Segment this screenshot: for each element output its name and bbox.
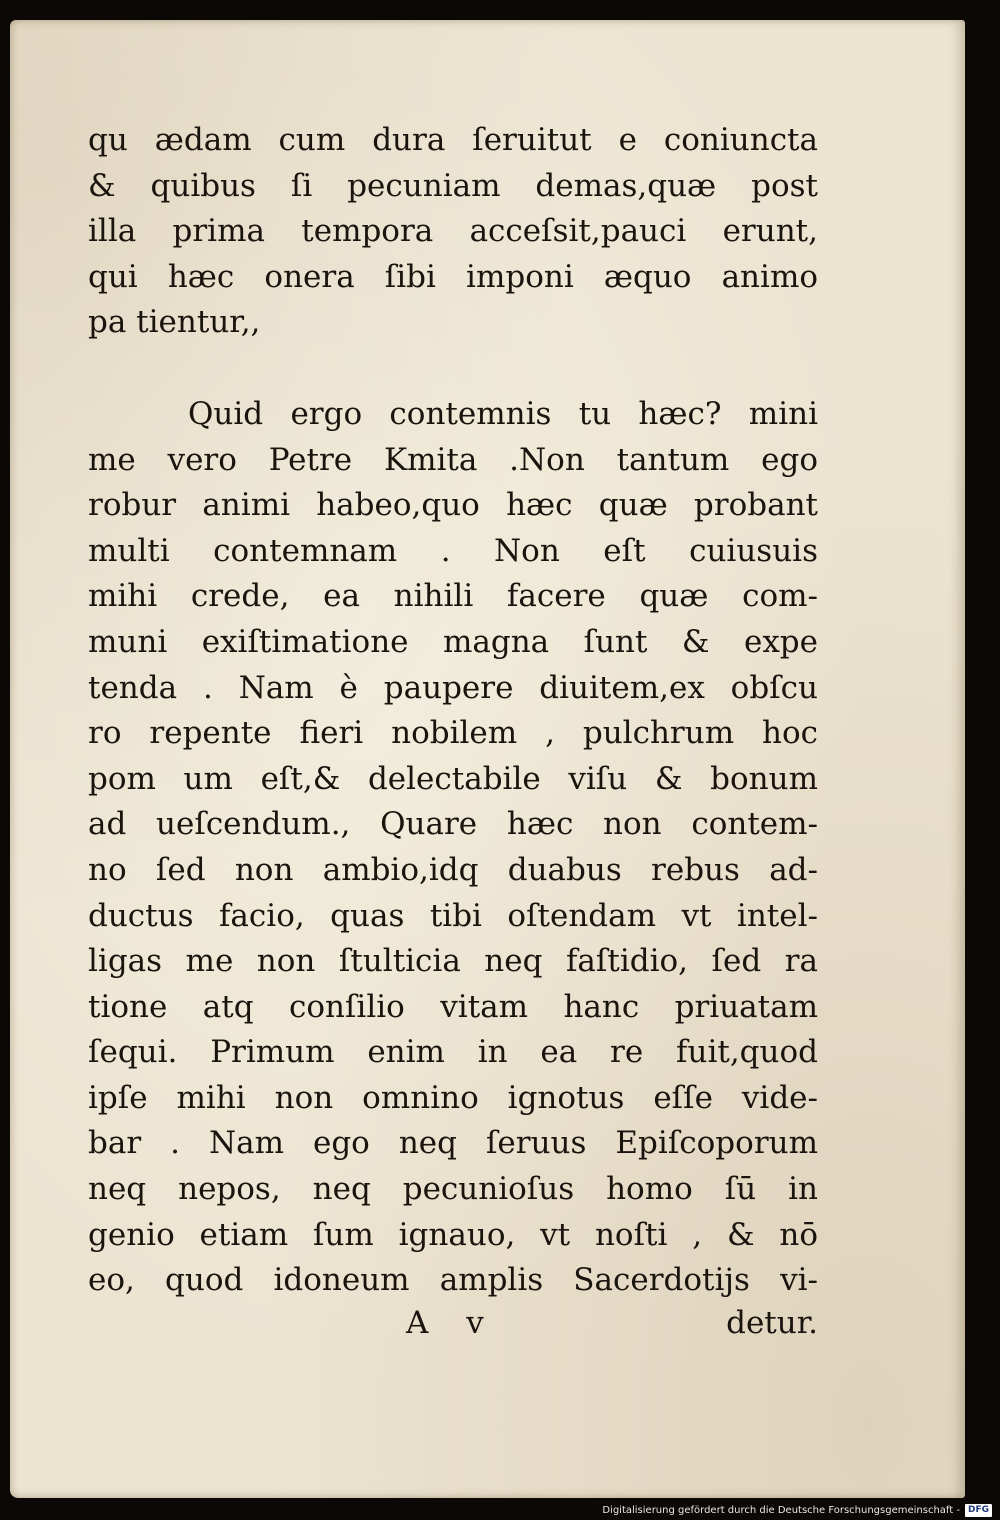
text-line: mihi crede, ea nihili facere quæ com- xyxy=(88,578,818,615)
page-footer xyxy=(88,1300,818,1346)
text-line: multi contemnam . Non eſt cuiusuis xyxy=(88,532,818,569)
paragraph-gap xyxy=(88,346,818,392)
text-line: ipſe mihi non omnino ignotus eſſe vide- xyxy=(88,1079,818,1116)
text-line: neq nepos, neq pecunioſus homo ſū in xyxy=(88,1171,818,1208)
text-line: bar . Nam ego neq ſeruus Epiſcoporum xyxy=(88,1125,818,1162)
text-line: illa prima tempora acceſsit,pauci erunt, xyxy=(88,213,818,250)
text-line: & quibus ſi pecuniam demas,quæ post xyxy=(88,167,818,204)
text-line: ductus facio, quas tibi oſtendam vt intel- xyxy=(88,897,818,934)
text-line: pom um eſt,& delectabile viſu & bonum xyxy=(88,760,818,797)
text-line: pa tientur,, xyxy=(88,304,261,341)
paragraph-2 xyxy=(88,392,818,1304)
text-line: eo, quod idoneum amplis Sacerdotijs vi- xyxy=(88,1262,818,1299)
dfg-logo: DFG xyxy=(965,1504,992,1517)
text-line: Quid ergo contemnis tu hæc? mini xyxy=(188,395,818,432)
text-line: qui hæc onera ſibi imponi æquo animo xyxy=(88,258,818,295)
text-line: ro repente fieri nobilem , pulchrum hoc xyxy=(88,715,818,752)
funding-credit xyxy=(602,1501,992,1519)
text-line: qu ædam cum dura ſeruitut e coniuncta xyxy=(88,122,818,158)
text-line: no ſed non ambio,idq duabus rebus ad- xyxy=(88,851,818,888)
text-line: tione atq conſilio vitam hanc priuatam xyxy=(88,988,818,1025)
signature-mark: A v xyxy=(406,1305,498,1341)
text-block xyxy=(88,118,818,1304)
text-line: ſequi. Primum enim in ea re fuit,quod xyxy=(88,1034,818,1071)
book-page xyxy=(10,20,965,1498)
text-line: muni exiſtimatione magna ſunt & expe xyxy=(88,623,818,660)
paragraph-1 xyxy=(88,118,818,346)
text-line: genio etiam ſum ignauo, vt noſti , & nō xyxy=(88,1216,818,1253)
text-line: ad ueſcendum., Quare hæc non contem- xyxy=(88,806,818,843)
text-line: ligas me non ſtulticia neq faſtidio, ſed ra xyxy=(88,943,818,980)
text-line: robur animi habeo,quo hæc quæ probant xyxy=(88,487,818,524)
catchword: detur. xyxy=(726,1305,818,1341)
text-line: tenda . Nam è paupere diuitem,ex obſcu xyxy=(88,669,818,706)
credit-text: Digitalisierung gefördert durch die Deutsche Forschungsgemeinschaft - xyxy=(602,1504,960,1516)
text-line: me vero Petre Kmita .Non tantum ego xyxy=(88,441,818,478)
